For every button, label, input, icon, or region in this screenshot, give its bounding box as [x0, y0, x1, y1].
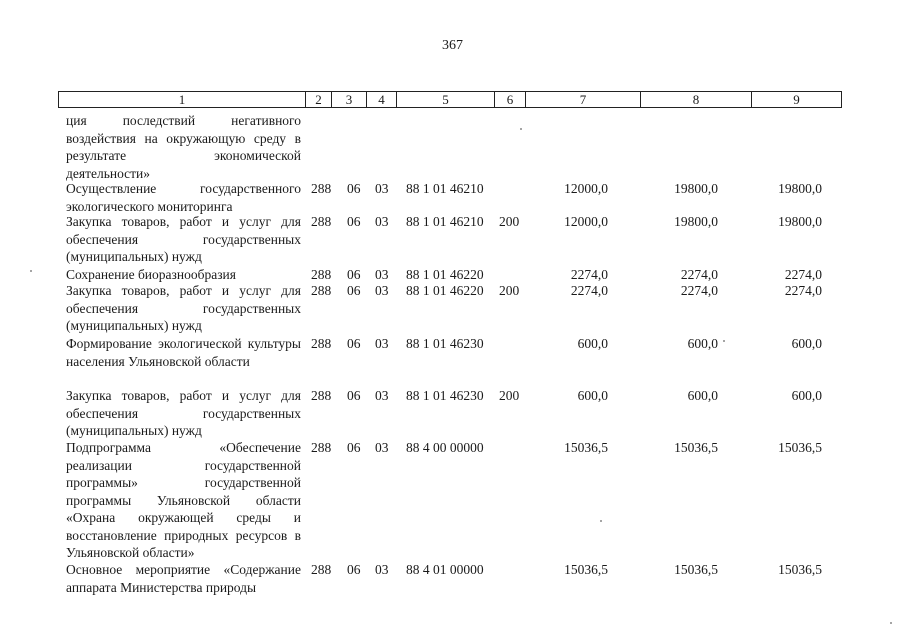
cell-amount-3: 2274,0 — [784, 283, 822, 298]
cell-expense-type: 200 — [499, 214, 520, 229]
cell-amount-3: 19800,0 — [778, 214, 822, 229]
header-col-2: 2 — [305, 92, 331, 107]
header-col-6: 6 — [494, 92, 525, 107]
cell-amount-3: 2274,0 — [784, 267, 822, 282]
scan-speck — [30, 270, 32, 272]
cell-amount-2: 2274,0 — [680, 283, 718, 298]
row-name: Формирование экологической культуры населения Ульяновской области — [66, 336, 301, 369]
scan-speck — [520, 128, 522, 130]
cell-subsection: 03 — [375, 336, 389, 351]
cell-subsection: 03 — [375, 562, 389, 577]
cell-ministry-code: 288 — [311, 267, 332, 282]
cell-amount-2: 2274,0 — [680, 267, 718, 282]
cell-subsection: 03 — [375, 181, 389, 196]
scan-speck — [723, 340, 725, 342]
cell-subsection: 03 — [375, 440, 389, 455]
cell-amount-3: 19800,0 — [778, 181, 822, 196]
cell-amount-2: 600,0 — [687, 388, 718, 403]
cell-target-code: 88 1 01 46220 — [406, 267, 484, 282]
row-name: Закупка товаров, работ и услуг для обеспечения государственных (муниципальных) нужд — [66, 388, 301, 438]
cell-amount-3: 15036,5 — [778, 440, 822, 455]
cell-amount-3: 15036,5 — [778, 562, 822, 577]
cell-target-code: 88 4 00 00000 — [406, 440, 484, 455]
header-col-3: 3 — [331, 92, 366, 107]
cell-expense-type: 200 — [499, 283, 520, 298]
header-col-9: 9 — [751, 92, 841, 107]
cell-target-code: 88 1 01 46210 — [406, 214, 484, 229]
cell-target-code: 88 1 01 46220 — [406, 283, 484, 298]
cell-subsection: 03 — [375, 267, 389, 282]
cell-amount-1: 12000,0 — [564, 214, 608, 229]
header-col-8: 8 — [640, 92, 751, 107]
row-name: Закупка товаров, работ и услуг для обеспечения государственных (муниципальных) нужд — [66, 283, 301, 333]
cell-amount-1: 15036,5 — [564, 440, 608, 455]
header-col-4: 4 — [366, 92, 396, 107]
cell-section: 06 — [347, 283, 361, 298]
cell-section: 06 — [347, 562, 361, 577]
cell-amount-1: 12000,0 — [564, 181, 608, 196]
cell-amount-2: 19800,0 — [674, 214, 718, 229]
cell-ministry-code: 288 — [311, 388, 332, 403]
page-number: 367 — [442, 38, 463, 53]
cell-amount-1: 2274,0 — [570, 267, 608, 282]
cell-amount-1: 600,0 — [577, 336, 608, 351]
cell-amount-2: 15036,5 — [674, 562, 718, 577]
cell-ministry-code: 288 — [311, 336, 332, 351]
cell-target-code: 88 4 01 00000 — [406, 562, 484, 577]
cell-section: 06 — [347, 181, 361, 196]
cell-ministry-code: 288 — [311, 440, 332, 455]
cell-target-code: 88 1 01 46210 — [406, 181, 484, 196]
cell-expense-type: 200 — [499, 388, 520, 403]
row-name: ция последствий негативного воздействия на окружающую среду в результате экономической деятельности» — [66, 113, 301, 181]
scan-speck — [600, 520, 602, 522]
scan-speck — [890, 622, 892, 624]
cell-section: 06 — [347, 267, 361, 282]
cell-subsection: 03 — [375, 214, 389, 229]
cell-section: 06 — [347, 214, 361, 229]
cell-amount-2: 600,0 — [687, 336, 718, 351]
row-name: Основное мероприятие «Содержание аппарата Министерства природы — [66, 562, 301, 595]
cell-section: 06 — [347, 388, 361, 403]
cell-amount-2: 19800,0 — [674, 181, 718, 196]
cell-target-code: 88 1 01 46230 — [406, 388, 484, 403]
cell-subsection: 03 — [375, 388, 389, 403]
cell-ministry-code: 288 — [311, 283, 332, 298]
row-name: Осуществление государственного экологического мониторинга — [66, 181, 301, 214]
cell-section: 06 — [347, 440, 361, 455]
header-col-1: 1 — [178, 92, 186, 107]
cell-ministry-code: 288 — [311, 181, 332, 196]
cell-ministry-code: 288 — [311, 214, 332, 229]
table-header-row — [58, 91, 842, 108]
cell-subsection: 03 — [375, 283, 389, 298]
cell-amount-1: 2274,0 — [570, 283, 608, 298]
cell-section: 06 — [347, 336, 361, 351]
cell-amount-3: 600,0 — [791, 388, 822, 403]
header-col-7: 7 — [525, 92, 640, 107]
cell-ministry-code: 288 — [311, 562, 332, 577]
cell-amount-1: 600,0 — [577, 388, 608, 403]
cell-amount-3: 600,0 — [791, 336, 822, 351]
cell-target-code: 88 1 01 46230 — [406, 336, 484, 351]
cell-amount-2: 15036,5 — [674, 440, 718, 455]
cell-amount-1: 15036,5 — [564, 562, 608, 577]
header-col-5: 5 — [396, 92, 494, 107]
row-name: Сохранение биоразнообразия — [66, 267, 236, 282]
row-name: Подпрограмма «Обеспечение реализации государственной программы» государственной программы Ульяновской области «Охрана окружающей среды и восстановление природных ресурсов в Ульяновской области» — [66, 440, 301, 560]
row-name: Закупка товаров, работ и услуг для обеспечения государственных (муниципальных) нужд — [66, 214, 301, 264]
